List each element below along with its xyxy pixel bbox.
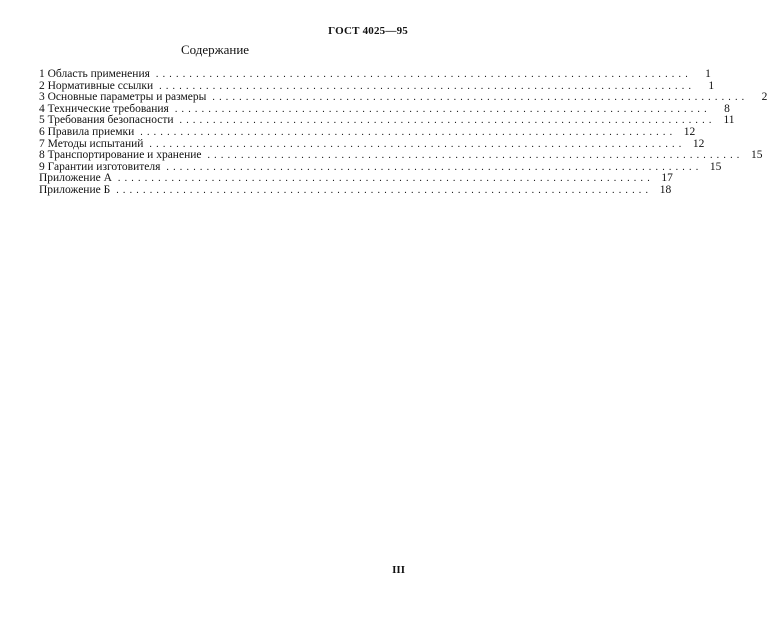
toc-dot-leader: ................................................................................ [159,80,696,92]
toc-entry[interactable] [39,68,711,81]
toc-dot-leader: ................................................................................ [116,184,653,196]
toc-entry-page: 11 [723,114,735,127]
toc-entry[interactable] [39,149,763,162]
toc-title: Содержание [180,42,250,57]
toc-entry-page: 15 [750,149,763,162]
toc-dot-leader: ................................................................................ [179,115,716,127]
toc-entry-label: Приложение Б [39,183,111,196]
toc-entry-page: 17 [661,172,673,185]
toc-entry-label: 7 Методы испытаний [39,137,144,150]
toc-entry-label: 5 Требования безопасности [39,114,174,127]
toc-dot-leader: ................................................................................ [207,150,744,162]
standard-code-header: ГОСТ 4025—95 [328,25,408,37]
toc-entry-label: 2 Нормативные ссылки [39,79,154,92]
toc-entry-label: 9 Гарантии изготовителя [39,160,161,173]
page-number: III [392,564,405,576]
toc-dot-leader: ................................................................................ [149,138,686,150]
table-of-contents [39,68,767,197]
toc-entry-page: 8 [724,102,730,115]
toc-entry-page: 15 [709,160,722,173]
toc-dot-leader: ................................................................................ [140,126,677,138]
toc-entry-page: 12 [683,125,696,138]
toc-dot-leader: ................................................................................ [117,173,654,185]
toc-entry-page: 1 [708,79,715,92]
toc-entry-label: 6 Правила приемки [39,125,135,138]
toc-entry-label: 1 Область применения [39,68,150,80]
toc-entry-page: 2 [761,91,767,104]
toc-entry[interactable] [39,183,672,197]
toc-entry-label: Приложение А [39,172,112,185]
toc-entry-page: 18 [659,183,672,196]
toc-entry-page: 1 [705,68,711,80]
toc-entry[interactable] [39,125,696,139]
toc-entry-page: 12 [692,137,705,150]
toc-entry-label: 4 Технические требования [39,102,169,115]
toc-dot-leader: ................................................................................ [155,69,692,80]
toc-entry-label: 3 Основные параметры и размеры [39,91,207,104]
toc-dot-leader: ................................................................................ [212,92,749,104]
toc-entry-label: 8 Транспортирование и хранение [39,149,202,162]
toc-dot-leader: ................................................................................ [166,161,703,173]
toc-dot-leader: ................................................................................ [174,103,711,115]
